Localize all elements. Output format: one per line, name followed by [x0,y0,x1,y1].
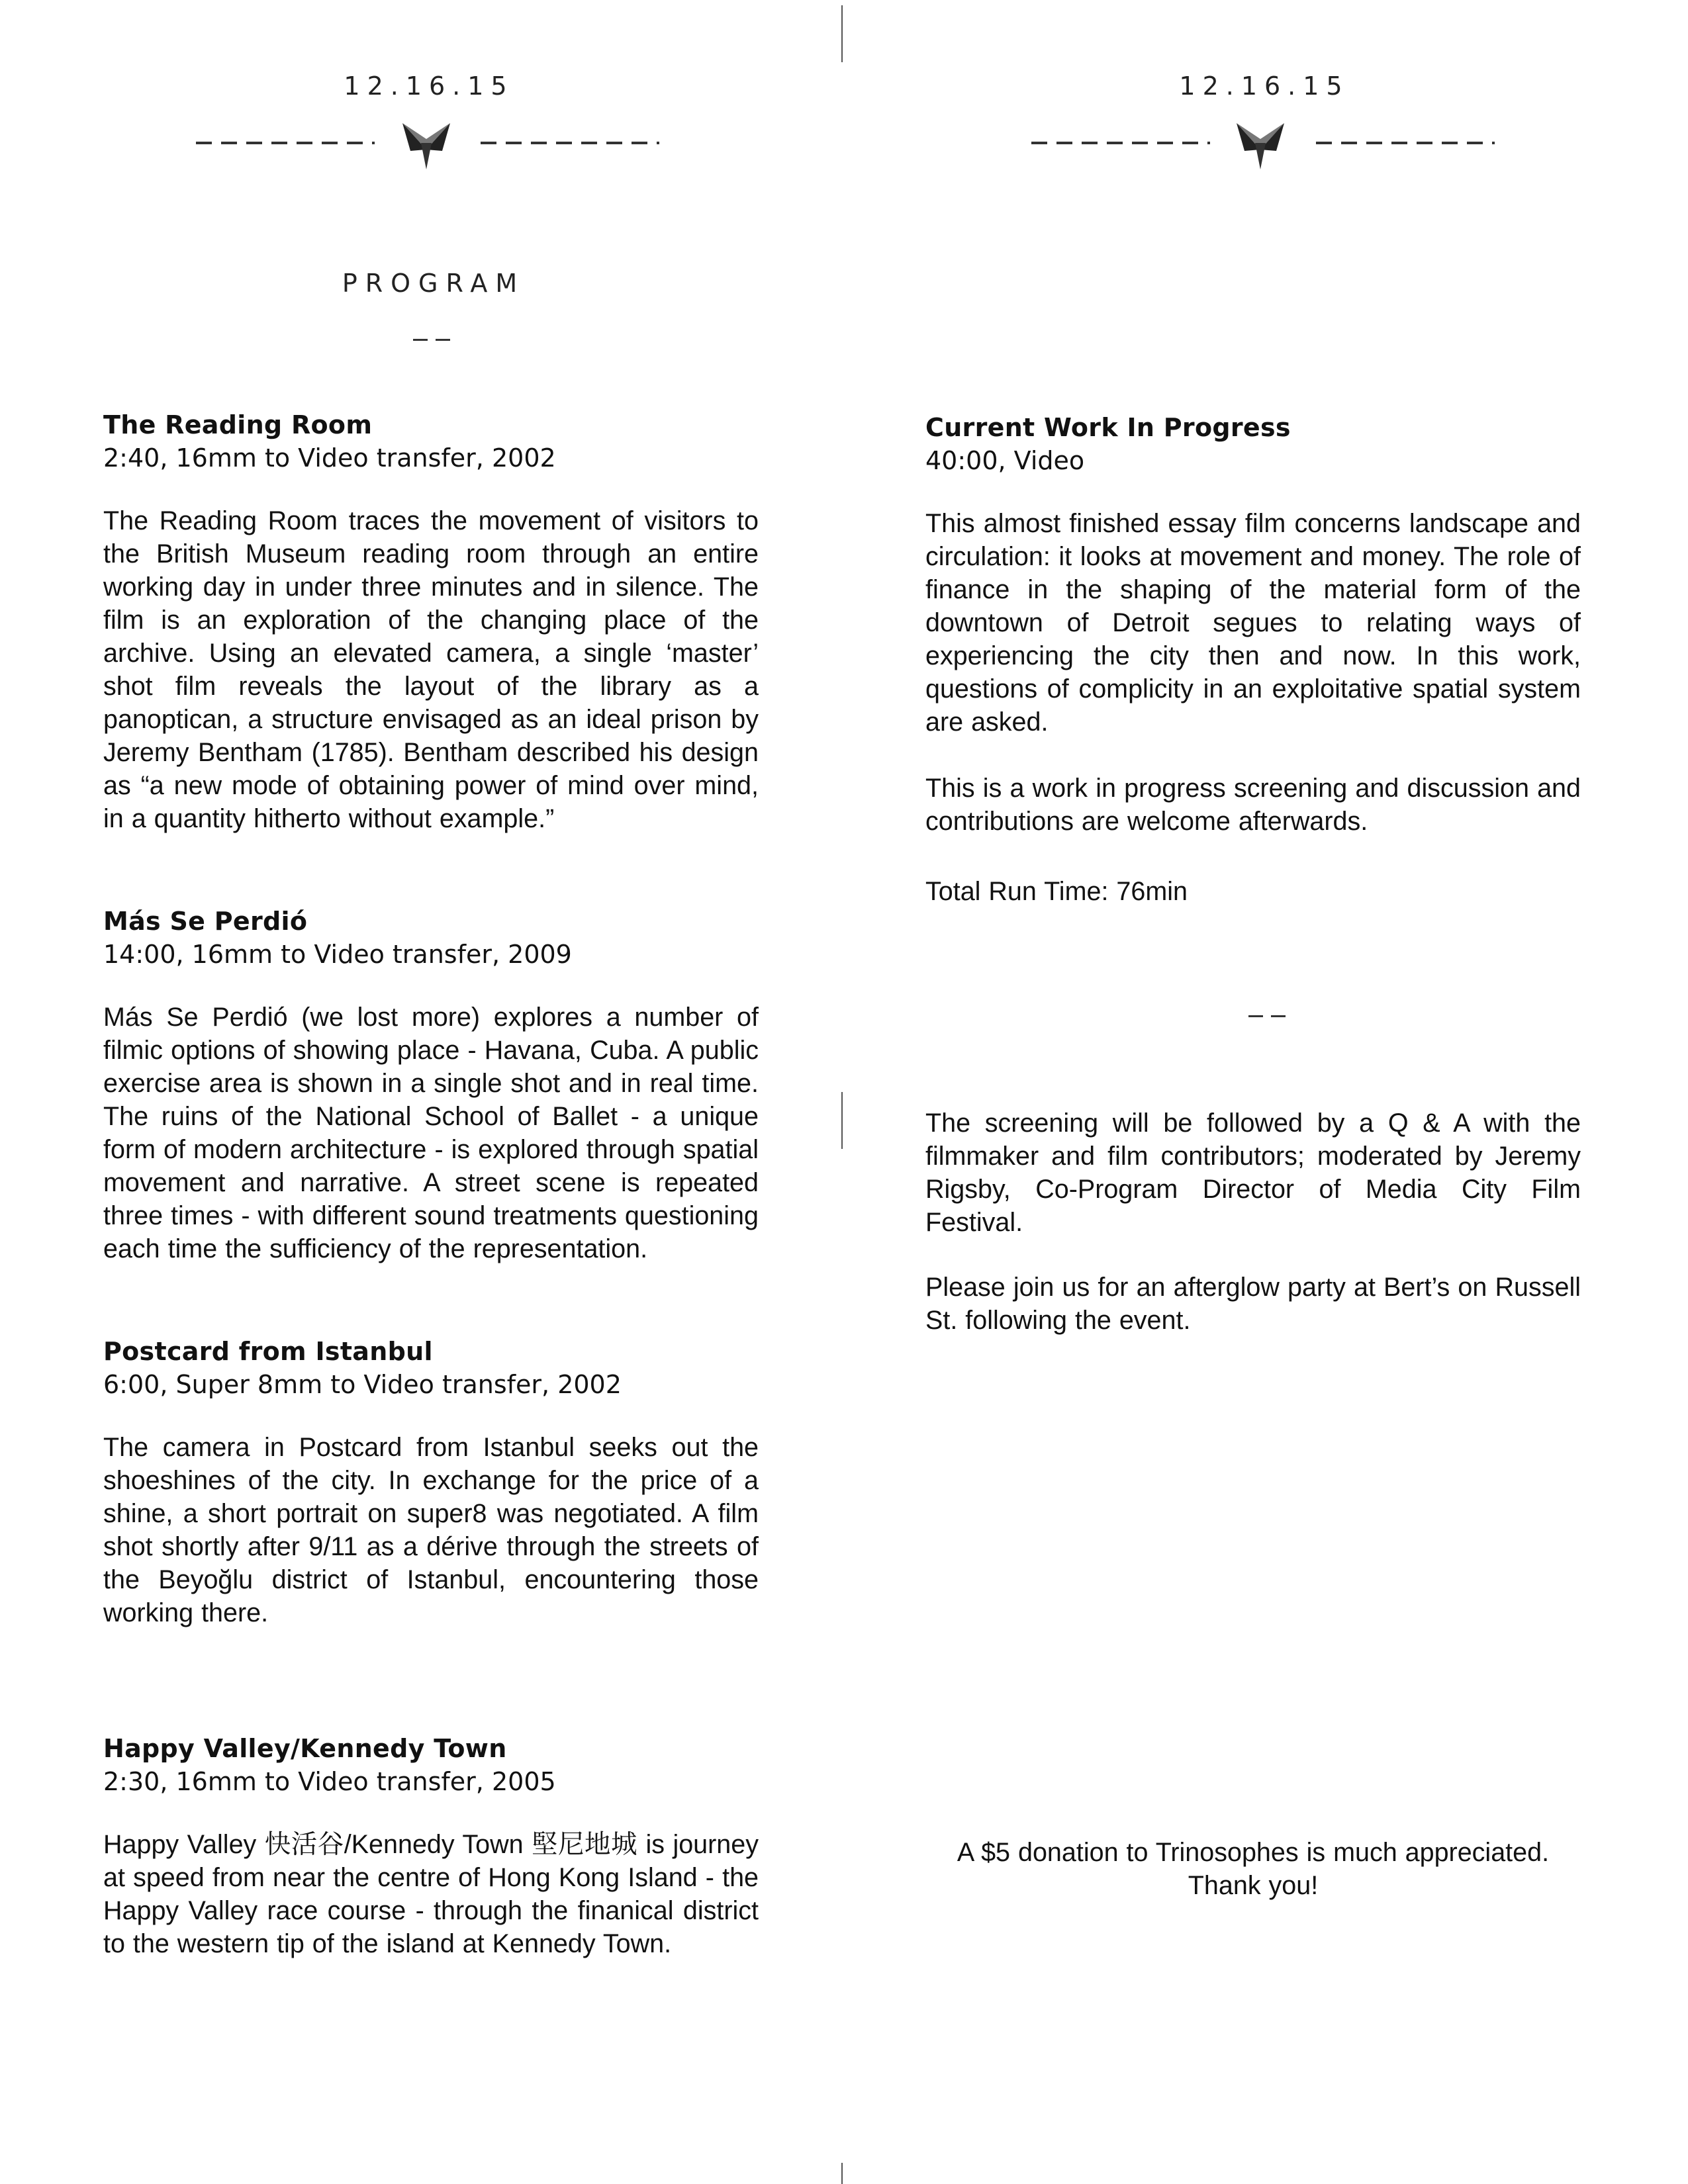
fold-mark-top [841,5,843,62]
right-divider-dashes-right [1316,142,1495,144]
film-description: This almost finished essay film concerns landscape and circulation: it looks at movement and money. The role of finance in the shaping of the material form of the downtown of Detroit segues to relating ways of experiencing the city then and now. In this work, questions of complicity in an exploitative spatial system are asked. [925,509,1581,737]
film-meta: 2:30, 16mm to Video transfer, 2005 [103,1767,556,1796]
left-date: 12.16.15 [344,71,514,101]
film-meta: 6:00, Super 8mm to Video transfer, 2002 [103,1370,622,1399]
film-title: Postcard from Istanbul [103,1337,433,1366]
film-entry-happy-valley [103,1734,759,1960]
screening-note: The screening will be followed by a Q & A with the filmmaker and film contributors; moderated by Jeremy Rigsby, Co-Program Director of Media City Film Festival. [925,1109,1581,1237]
total-run-time: Total Run Time: 76min [925,877,1188,906]
film-entry-reading-room [103,410,759,835]
right-divider-dashes-left [1031,142,1210,144]
afterglow-note: Please join us for an afterglow party at Bert’s on Russell St. following the event. [925,1273,1581,1335]
film-description: Más Se Perdió (we lost more) explores a number of filmic options of showing place - Havana, Cuba. A public exercise area is shown in a single shot and in real time. The ruins of the National School of Ballet - a unique form of modern architecture - is explored through spatial movement and narrative. A street scene is repeated three times - with different sound treatments questioning each time the sufficiency of the representation. [103,1003,759,1263]
moth-emblem-icon [401,123,451,169]
fold-mark-middle [841,1092,843,1149]
film-meta: 2:40, 16mm to Video transfer, 2002 [103,443,556,473]
left-divider-dashes-left [196,142,375,144]
left-divider [196,123,659,169]
film-entry-postcard-istanbul [103,1337,759,1629]
donation-note [925,1836,1581,1902]
film-title: Current Work In Progress [925,413,1291,442]
film-title: Happy Valley/Kennedy Town [103,1734,507,1763]
right-date: 12.16.15 [1179,71,1350,101]
program-heading-dash [413,339,450,341]
thank-you-line: Thank you! [1188,1871,1319,1900]
program-heading: PROGRAM [342,269,526,298]
film-title: Más Se Perdió [103,907,308,936]
left-divider-dashes-right [481,142,659,144]
film-description: Happy Valley 快活谷/Kennedy Town 堅尼地城 is journey at speed from near the centre of Hong Kong Island - the Happy Valley race course - through the finanical district to the western tip of the island at Kennedy Town. [103,1830,759,1958]
moth-emblem-icon [1235,123,1286,169]
film-title: The Reading Room [103,410,373,439]
film-description: The camera in Postcard from Istanbul seeks out the shoeshines of the city. In exchange for the price of a shine, a short portrait on super8 was negotiated. A film shot shortly after 9/11 as a dérive through the streets of the Beyoğlu district of Istanbul, encountering those working there. [103,1433,759,1627]
work-in-progress-note: This is a work in progress screening and discussion and contributions are welcome afterwards. [925,774,1581,836]
film-meta: 14:00, 16mm to Video transfer, 2009 [103,940,572,969]
film-entry-mas-se-perdio [103,907,759,1265]
film-description: The Reading Room traces the movement of visitors to the British Museum reading room through an entire working day in under three minutes and in silence. The film is an exploration of the changing place of the archive. Using an elevated camera, a single ‘master’ shot film reveals the layout of the library as a panoptican, a structure envisaged as an ideal prison by Jeremy Bentham (1785). Bentham described his design as “a new mode of obtaining power of mind over mind, in a quantity hitherto without example.” [103,506,759,833]
right-divider [1031,123,1495,169]
film-entry-work-in-progress [925,413,1581,838]
fold-mark-bottom [841,2163,843,2184]
donation-line: A $5 donation to Trinosophes is much appreciated. [957,1838,1550,1867]
film-meta: 40:00, Video [925,446,1085,475]
section-dash [1248,1015,1286,1017]
